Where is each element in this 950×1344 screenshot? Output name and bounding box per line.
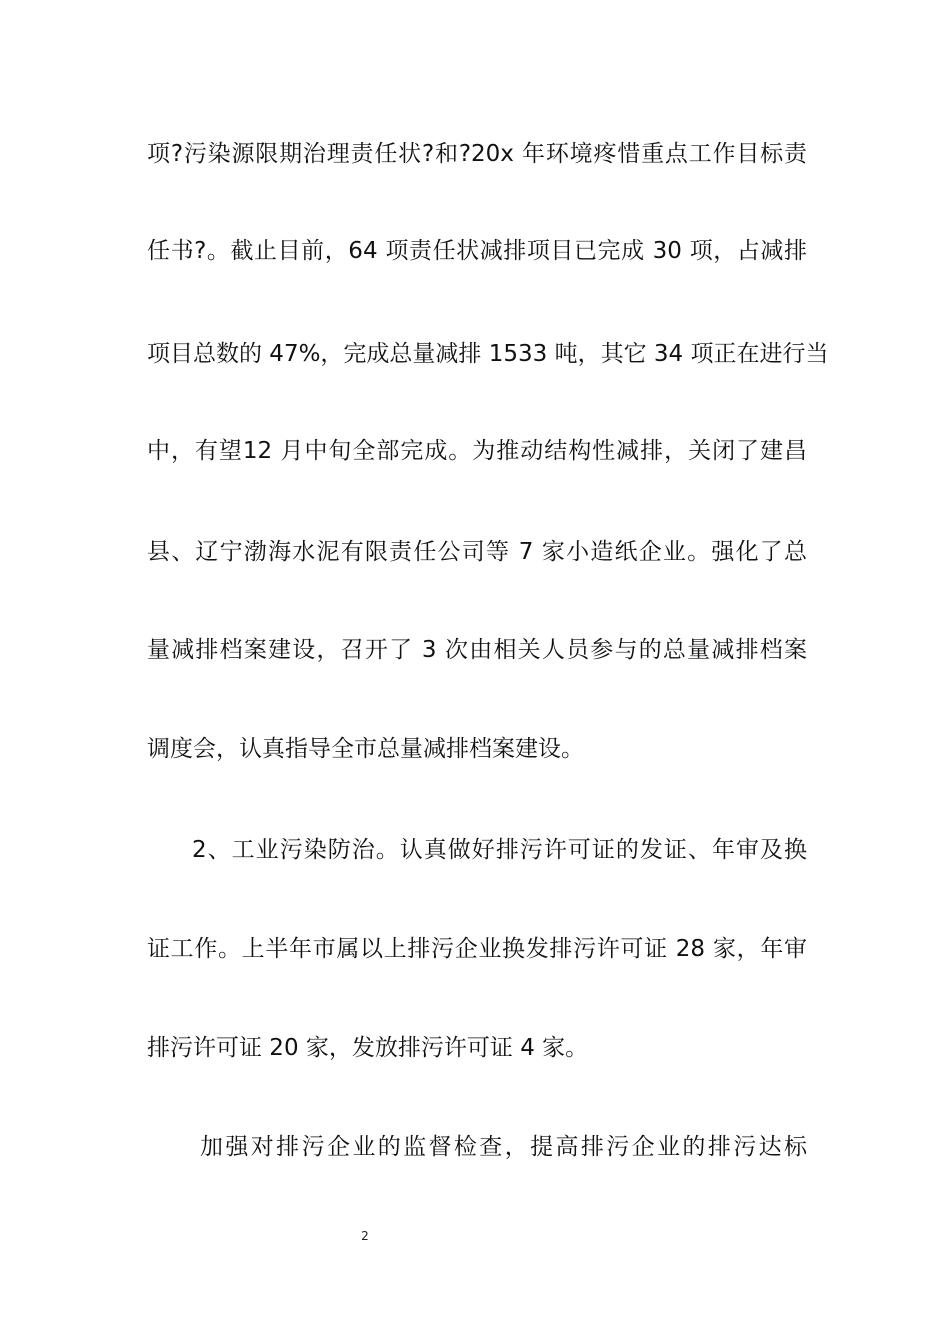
text-line: 排污许可证 20 家，发放排污许可证 4 家。 bbox=[147, 1035, 589, 1061]
text-line: 中，有望12 月中旬全部完成。为推动结构性减排，关闭了建昌 bbox=[147, 438, 807, 464]
text-line: 量减排档案建设，召开了 3 次由相关人员参与的总量减排档案 bbox=[147, 637, 807, 663]
text-line: 任书?。截止目前，64 项责任状减排项目已完成 30 项，占减排 bbox=[147, 238, 807, 264]
text-line: 调度会，认真指导全市总量减排档案建设。 bbox=[147, 736, 584, 762]
text-line: 项目总数的 47%，完成总量减排 1533 吨，其它 34 项正在进行当 bbox=[147, 341, 829, 367]
text-line: 证工作。上半年市属以上排污企业换发排污许可证 28 家，年审 bbox=[147, 936, 807, 962]
text-line: 县、辽宁渤海水泥有限责任公司等 7 家小造纸企业。强化了总 bbox=[147, 539, 807, 565]
text-line: 项?污染源限期治理责任状?和?20x 年环境疼惜重点工作目标责 bbox=[147, 141, 807, 167]
page-number: 2 bbox=[361, 1229, 369, 1243]
paragraph-start-line: 2、工业污染防治。认真做好排污许可证的发证、年审及换 bbox=[192, 837, 807, 863]
paragraph-start-line: 加强对排污企业的监督检查，提高排污企业的排污达标 bbox=[200, 1134, 807, 1160]
